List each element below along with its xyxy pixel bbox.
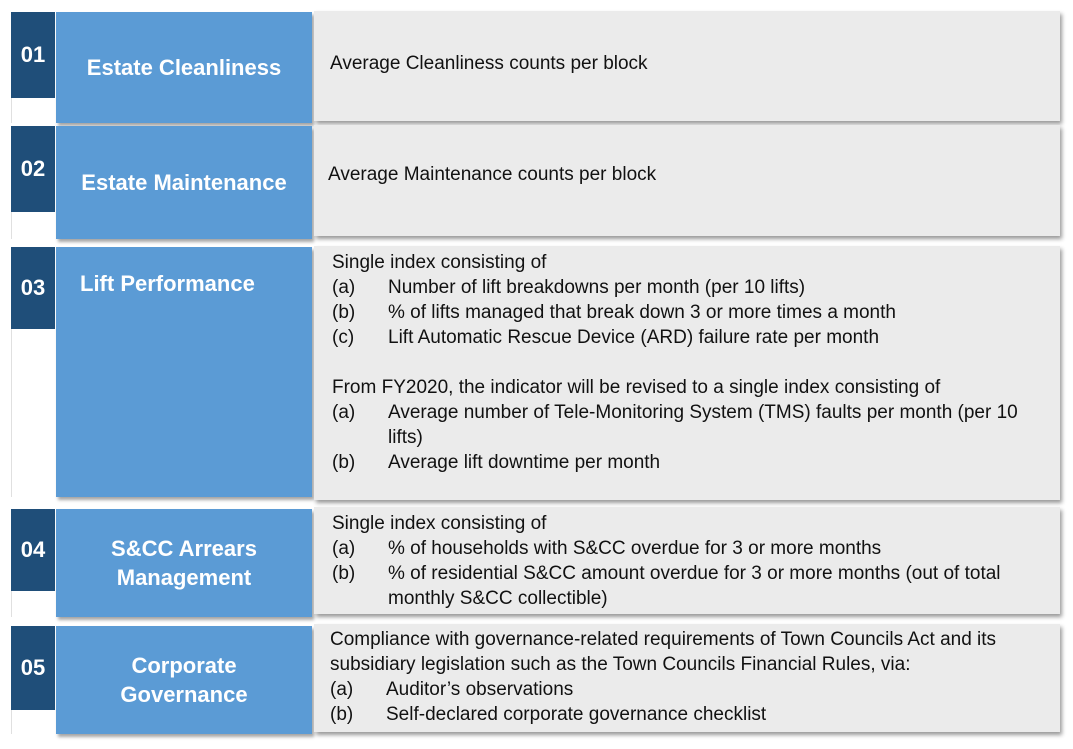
- list-item: [332, 561, 1050, 611]
- list-item: [332, 400, 1050, 450]
- spacer: [332, 350, 1050, 375]
- list-item-label: (a): [332, 402, 356, 423]
- row-title-text: Estate Maintenance: [81, 170, 287, 195]
- description-text: Average Maintenance counts per block: [328, 164, 657, 185]
- list-item-label: (c): [332, 327, 355, 348]
- row-number-base: [11, 212, 56, 239]
- list-item-text: Lift Automatic Rescue Device (ARD) failure rate per month: [388, 327, 880, 348]
- list-item-label: (a): [332, 538, 356, 559]
- row-title: [56, 509, 312, 617]
- row-number-base: [11, 329, 56, 497]
- list-item-label: (b): [332, 452, 356, 473]
- row-number: 04: [11, 509, 55, 591]
- list-item: [330, 702, 1050, 727]
- list-item-label: (b): [332, 302, 356, 323]
- list-item-label: (b): [332, 563, 356, 584]
- list-item: [332, 450, 1050, 475]
- row-number: 05: [11, 626, 55, 710]
- list-item-text: Number of lift breakdowns per month (per 10 lifts): [388, 277, 806, 298]
- row-title: [56, 126, 312, 239]
- row-title: [56, 12, 312, 123]
- list-item-text: Average lift downtime per month: [388, 452, 661, 473]
- row-description: [314, 11, 1060, 121]
- list-item: [332, 325, 1050, 350]
- row-title-text: Estate Cleanliness: [86, 55, 282, 80]
- row-description: [314, 624, 1060, 732]
- row-title-line: S&CC Arrears: [111, 536, 257, 561]
- row-number-base: [11, 710, 56, 734]
- list-item-label: (a): [332, 277, 356, 298]
- row-title: [56, 247, 312, 497]
- row-number: 03: [11, 247, 55, 329]
- list-item-label: (b): [330, 704, 354, 725]
- list-item-text: Auditor’s observations: [386, 679, 574, 700]
- list-item: [332, 300, 1050, 325]
- row-title-line: Corporate: [131, 653, 237, 678]
- row-number: 02: [11, 126, 55, 212]
- description-text: Average Cleanliness counts per block: [330, 53, 648, 74]
- row-title-line: Governance: [120, 682, 248, 707]
- row-description: [314, 246, 1060, 500]
- list-item-label: (a): [330, 679, 354, 700]
- row-description: [314, 507, 1060, 614]
- row-number-base: [11, 591, 56, 617]
- row-number-base: [11, 98, 56, 123]
- description-intro-revised: From FY2020, the indicator will be revised to a single index consisting of: [332, 377, 941, 398]
- list-item: [332, 275, 1050, 300]
- list-item: [332, 536, 1050, 561]
- row-number: 01: [11, 12, 55, 98]
- description-intro: Single index consisting of: [332, 252, 547, 273]
- list-item-text: % of lifts managed that break down 3 or more times a month: [388, 302, 896, 323]
- list-item-text: % of residential S&CC amount overdue for 3 or more months (out of total monthly S&CC collectible): [388, 563, 1001, 609]
- description-intro: Single index consisting of: [332, 513, 547, 534]
- description-intro: Compliance with governance-related requirements of Town Councils Act and its subsidiary legislation such as the Town Councils Financial Rules, via:: [330, 629, 997, 675]
- row-title-line: Management: [116, 565, 252, 590]
- list-item-text: Self-declared corporate governance checklist: [386, 704, 767, 725]
- list-item-text: % of households with S&CC overdue for 3 or more months: [388, 538, 882, 559]
- row-description: [314, 125, 1060, 236]
- row-title-text: Lift Performance: [80, 271, 255, 296]
- list-item-text: Average number of Tele-Monitoring System (TMS) faults per month (per 10 lifts): [388, 402, 1018, 448]
- list-item: [330, 677, 1050, 702]
- row-title: [56, 626, 312, 734]
